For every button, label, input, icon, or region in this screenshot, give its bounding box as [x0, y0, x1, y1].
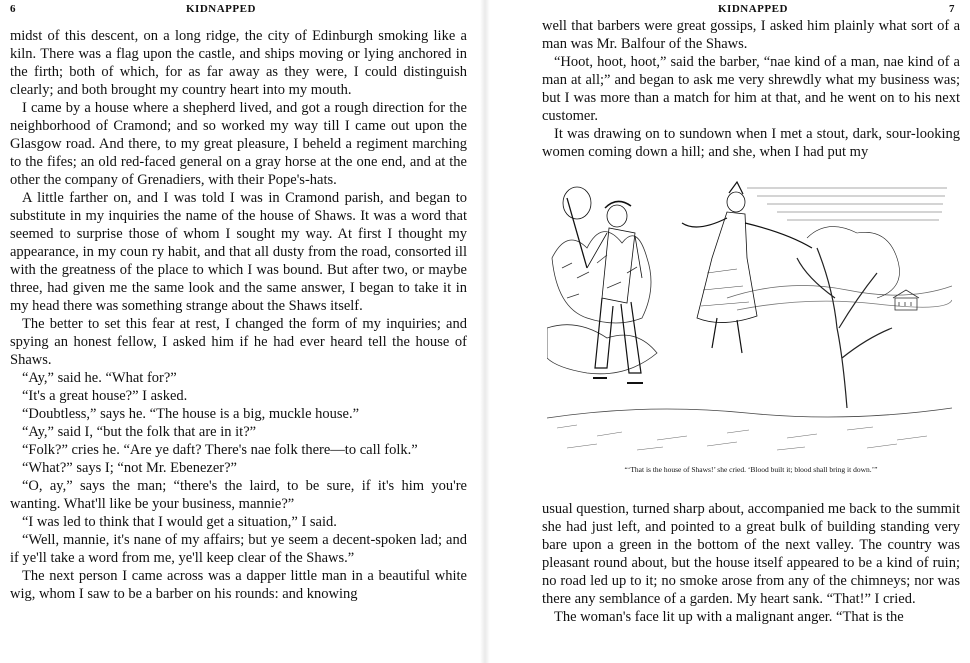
paragraph: I came by a house where a shepherd lived, and got a rough direction for the neighborhood of Cramond; and so worked my way till I came out upon the Glasgow road. And there, to my great pleasure, I beheld a regiment marching to the fifes; an old red-faced general on a gray horse at the one end, and at the other the company of Grenadiers, with their Pope's-hats.: [10, 100, 467, 188]
body-text: [10, 27, 467, 603]
boy-figure: [563, 187, 643, 383]
running-head: KIDNAPPED: [186, 3, 256, 15]
distant-hills: [727, 286, 952, 299]
paragraph: “Well, mannie, it's nane of my affairs; but ye seem a decent-spoken lad; and if ye'll take a word from me, ye'll keep clear of the Shaws.”: [10, 532, 467, 566]
body-text-top: [542, 17, 960, 161]
paragraph: The next person I came across was a dapper little man in a beautiful white wig, whom I saw to be a barber on his rounds: and knowing: [10, 568, 467, 602]
paragraph: It was drawing on to sundown when I met a stout, dark, sour-looking women coming down a hill; and she, when I had put my: [542, 126, 960, 160]
page-number: 6: [10, 3, 16, 15]
paragraph: “Hoot, hoot, hoot,” said the barber, “nae kind of a man, nae kind of a man at all;” and began to ask me very shrewdly what my business was; but I was more than a match for him at that, and he went on to his next customer.: [542, 54, 960, 124]
ground: [547, 408, 952, 418]
paragraph: “Folk?” cries he. “Are ye daft? There's nae folk there—to call folk.”: [22, 442, 418, 458]
woman-figure: [682, 182, 812, 353]
illustration-caption: “‘That is the house of Shaws!’ she cried. ‘Blood built it; blood shall bring it down.’”: [624, 465, 878, 474]
paragraph: “What?” says I; “not Mr. Ebenezer?”: [22, 460, 237, 476]
engraving-illustration: [547, 178, 952, 456]
paragraph: The woman's face lit up with a malignant anger. “That is the: [554, 609, 904, 625]
paragraph: usual question, turned sharp about, accompanied me back to the summit she had just left, and pointed to a great bulk of building standing very bare upon a green in the bottom of the next valley. The country was pleasant round about, but the house itself appeared to be a kind of ruin; no road led up to it; no smoke arose from any of the chimneys; nor was there any semblance of a garden. My heart sank. “That!” I cried.: [542, 501, 960, 607]
tree: [797, 227, 900, 408]
body-text-bottom: [542, 500, 960, 626]
paragraph: midst of this descent, on a long ridge, the city of Edinburgh smoking like a kiln. There was a flag upon the castle, and ships moving or lying anchored in the firth; both of which, for as far away as they were, I could distinguish clearly; and both brought my country heart into my mouth.: [10, 28, 467, 98]
sky-hatching: [747, 188, 947, 220]
paragraph: “Ay,” said I, “but the folk that are in it?”: [22, 424, 257, 440]
paragraph: “Ay,” said he. “What for?”: [22, 370, 177, 386]
paragraph: “Doubtless,” says he. “The house is a big, muckle house.”: [22, 406, 360, 422]
right-page: [490, 0, 970, 663]
paragraph: A little farther on, and I was told I was in Cramond parish, and began to substitute in my inquiries the name of the house of Shaws. It was a word that seemed to surprise those of whom I sought my way. At first I thought my appearance, in my coun ry habit, and that all dusty from the road, consorted ill with the greatness of the place to which I was bound. But after two, or maybe three, had given me the same look and the same answer, I began to take it in my head there was something strange about the Shaws itself.: [10, 190, 467, 314]
paragraph: “I was led to think that I would get a situation,” I said.: [22, 514, 337, 530]
running-head: KIDNAPPED: [718, 3, 788, 15]
paragraph: “O, ay,” says the man; “there's the laird, to be sure, if it's him you're wanting. What'll like be your business, mannie?”: [10, 478, 467, 512]
paragraph: “It's a great house?” I asked.: [22, 388, 188, 404]
book-gutter: [480, 0, 490, 663]
paragraph: well that barbers were great gossips, I asked him plainly what sort of a man was Mr. Balfour of the Shaws.: [542, 18, 960, 52]
page-number: 7: [949, 3, 955, 15]
paragraph: The better to set this fear at rest, I changed the form of my inquiries; and spying an honest fellow, I asked him if he had ever heard tell the house of Shaws.: [10, 316, 467, 368]
left-page: [0, 0, 480, 663]
